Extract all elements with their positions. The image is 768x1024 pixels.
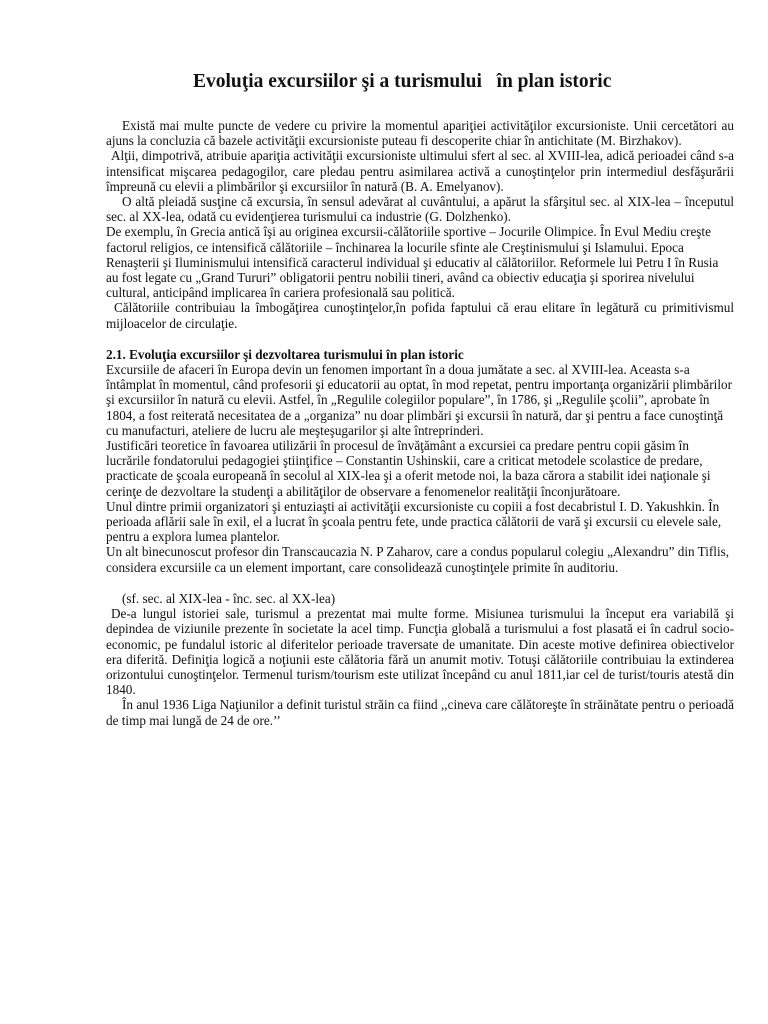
closing-paragraph-1: De-a lungul istoriei sale, turismul a prezentat mai multe forme. Misiunea turismului la început era variabilă şi depindea de viziunile prezente în societate la acel timp. Funcţia globală a turismului a fost plasată ei în cadrul socio-economic, pe fundalul istoric al diferitelor perioade traversate de umanitate. Din aceste motive definirea obiectivelor era diferită. Definiţia logică a noţiunii este călătoria fără un anumit motiv. Totuşi călătoriile contribuiau la extinderea orizontului cunoştinţelor. Termenul turism/tourism este utilizat începând cu anul 1811,iar cel de turist/touris atestă din 1840. bbox=[106, 606, 734, 698]
intro-paragraph-3: O altă pleiadă susţine că excursia, în sensul adevărat al cuvântului, a apărut la sfârşitul sec. al XIX-lea – începutul sec. al XX-lea, odată cu evidenţierea turismului ca industrie (G. Dolzhenko). bbox=[106, 194, 734, 225]
intro-paragraph-2: Alţii, dimpotrivă, atribuie apariţia activităţii excursioniste ultimului sfert al sec. al XVIII-lea, adică perioadei când s-a intensificat mişcarea pedagogilor, care pledau pentru asimilarea activă a cunoştinţelor prin intermediul desfăşurării împreună cu elevii a plimbărilor şi excursiilor în natură (B. A. Emelyanov). bbox=[106, 148, 734, 194]
spacer bbox=[106, 575, 734, 591]
document-body bbox=[106, 118, 734, 728]
intro-paragraph-4: De exemplu, în Grecia antică îşi au originea excursii-călătoriile sportive – Jocurile Olimpice. În Evul Mediu creşte factorul religios, ce intensifică călătoriile – închinarea la locurile sfinte ale Creştinismului şi Islamului. Epoca Renaşterii şi Iluminismului intensifică caracterul individual şi educativ al călătoriilor. Reformele lui Petru I în Rusia au fost legate cu „Grand Tururi” obligatorii pentru nobilii tineri, având ca obiectiv educaţia şi sporirea nivelului cultural, anticipând implicarea în cariera profesională sau politică. bbox=[106, 224, 719, 301]
period-note: (sf. sec. al XIX-lea - înc. sec. al XX-lea) bbox=[122, 590, 336, 606]
section-paragraph-1: Excursiile de afaceri în Europa devin un fenomen important în a doua jumătate a sec. al XVIII-lea. Aceasta s-a întâmplat în momentul, când profesorii şi educatorii au optat, în mod repetat, pentru importanţa organizării plimbărilor şi excursiilor în natură cu elevii. Astfel, în „Regulile colegiilor populare”, în 1786, şi „Regulile şcolii”, aprobate în 1804, a fost reiterată necesitatea de a „organiza” nu doar plimbări şi excursii în natură, dar şi pentru a face cunoştinţă cu manufacturi, ateliere de lucru ale meşteşugarilor şi alte întreprinderi. bbox=[106, 362, 732, 438]
intro-paragraph-1: Există mai multe puncte de vedere cu privire la momentul apariţiei activităţilor excursioniste. Unii cercetători au ajuns la concluzia că bazele activităţii excursioniste puteau fi descoperite chiar în antichitate (M. Birzhakov). bbox=[106, 118, 734, 149]
section-heading: 2.1. Evoluţia excursiilor şi dezvoltarea turismului în plan istoric bbox=[106, 346, 464, 362]
document-title: Evoluţia excursiilor şi a turismului în plan istoric bbox=[193, 71, 612, 92]
section-paragraph-4: Un alt binecunoscut profesor din Transcaucazia N. P Zaharov, care a condus popularul colegiu „Alexandru” din Tiflis, considera excursiile ca un element important, care consolidează cunoştinţele primite în auditoriu. bbox=[106, 544, 730, 575]
section-paragraph-2: Justificări teoretice în favoarea utilizării în procesul de învăţământ a excursiei ca predare pentru copii găsim în lucrările fondatorului pedagogiei ştiinţifice – Constantin Ushinskii, care a criticat metodele scolastice de predare, practicate de şcoala europeană în secolul al XIX-lea şi a oferit metode noi, la baza cărora a stabilit idei naţionale şi cerinţe de dezvoltare la studenţi a abilităţilor de observare a fenomenelor realităţii înconjurătoare. bbox=[106, 438, 711, 499]
section-paragraph-3: Unul dintre primii organizatori şi entuziaşti ai activităţii excursioniste cu copiii a fost decabristul I. D. Yakushkin. În perioada aflării sale în exil, el a lucrat în şcoala pentru fete, unde practica călătorii de vară şi excursii cu elevele sale, pentru a explora lumea plantelor. bbox=[106, 498, 722, 545]
intro-paragraph-5: Călătoriile contribuiau la îmbogăţirea cunoştinţelor,în pofida faptului că erau elitare în legătură cu primitivismul mijloacelor de circulaţie. bbox=[106, 300, 734, 331]
spacer bbox=[106, 331, 734, 347]
closing-paragraph-2: În anul 1936 Liga Naţiunilor a definit turistul străin ca fiind ,,cineva care călătoreşte în străinătate pentru o perioadă de timp mai lungă de 24 de ore.’’ bbox=[106, 697, 734, 728]
